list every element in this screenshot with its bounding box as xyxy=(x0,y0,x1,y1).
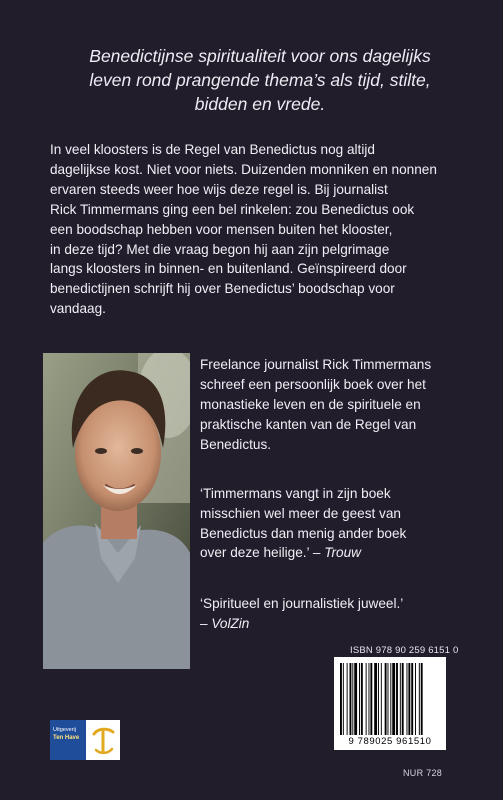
tagline xyxy=(60,44,460,116)
quote-text: over deze heilige.’ – xyxy=(200,545,325,561)
barcode-bar xyxy=(419,663,420,735)
author-bio-line: monastieke leven en de spirituele en xyxy=(200,397,421,412)
quote-line: ‘Timmermans vangt in zijn boek xyxy=(200,486,391,501)
quote-source: VolZin xyxy=(211,616,250,631)
description-paragraph xyxy=(50,140,470,319)
barcode-bar xyxy=(347,663,348,735)
author-bio-line: Benedictus. xyxy=(200,437,272,452)
publisher-name: Ten Have xyxy=(53,735,80,741)
description-line: langs kloosters in binnen- en buitenland. Geïnspireerd door xyxy=(50,261,407,277)
publisher-logo-mark xyxy=(86,720,120,760)
description-line: in deze tijd? Met die vraag begon hij aan zijn pelgrimage xyxy=(50,241,390,257)
barcode-bar xyxy=(388,663,389,735)
tagline-line: Benedictijnse spiritualiteit voor ons dagelijks xyxy=(89,46,431,66)
quote-line: Benedictus dan menig ander boek xyxy=(200,525,407,541)
publisher-logo-panel xyxy=(50,720,86,760)
barcode-bar xyxy=(421,663,423,735)
isbn-label: ISBN 978 90 259 6151 0 xyxy=(350,645,459,656)
quote-dash: – xyxy=(200,616,212,631)
description-line: In veel kloosters is de Regel van Benedictus nog altijd xyxy=(50,142,375,157)
quote-source: Trouw xyxy=(324,545,361,561)
barcode-bar xyxy=(392,663,395,735)
barcode-bar xyxy=(354,663,357,735)
barcode-bar xyxy=(407,663,408,735)
barcode xyxy=(334,657,446,750)
barcode-bar xyxy=(396,663,398,735)
barcode-bar xyxy=(385,663,387,735)
quote-attribution xyxy=(200,614,490,634)
barcode-bar xyxy=(374,663,377,735)
barcode-bar xyxy=(390,663,391,735)
barcode-bar xyxy=(340,663,342,735)
author-portrait-image xyxy=(43,353,190,669)
barcode-bar xyxy=(359,663,360,735)
barcode-bar xyxy=(366,663,367,735)
barcode-bar xyxy=(343,663,344,735)
barcode-bar xyxy=(381,663,382,735)
author-bio-line: schreef een persoonlijk boek over het xyxy=(200,377,426,392)
description-line: benedictijnen schrijft hij over Benedictus’ boodschap voor xyxy=(50,281,395,297)
barcode-bar xyxy=(370,663,372,735)
publisher-label: Uitgeverij xyxy=(53,727,76,733)
review-quote-trouw xyxy=(200,484,490,563)
description-line: vandaag. xyxy=(50,301,106,317)
description-line: een boodschap hebben voor mensen buiten het klooster, xyxy=(50,221,393,237)
barcode-bar xyxy=(411,663,413,735)
barcode-bar xyxy=(350,663,352,735)
tagline-line: bidden en vrede. xyxy=(194,94,326,114)
barcode-bar xyxy=(369,663,370,735)
publisher-logo-icon xyxy=(86,720,120,760)
publisher-logo xyxy=(50,720,120,760)
barcode-bar xyxy=(378,663,379,735)
description-line: ervaren steeds weer hoe wijs deze regel is. Bij journalist xyxy=(50,181,388,197)
barcode-bar xyxy=(402,663,404,735)
quote-line: misschien wel meer de geest van xyxy=(200,505,401,521)
barcode-bar xyxy=(415,663,416,735)
barcode-bar xyxy=(400,663,401,735)
barcode-bar xyxy=(408,663,410,735)
author-bio-line: praktische kanten van de Regel van xyxy=(200,417,417,432)
quote-line-last xyxy=(200,543,490,563)
barcode-bar xyxy=(361,663,363,735)
description-line: Rick Timmermans ging een bel rinkelen: zou Benedictus ook xyxy=(50,201,415,217)
barcode-digits: 9 789025 961510 xyxy=(348,736,432,747)
quote-line: ‘Spiritueel en journalistiek juweel.’ xyxy=(200,596,404,611)
barcode-bar xyxy=(352,663,353,735)
author-photo xyxy=(43,353,190,669)
review-quote-volzin xyxy=(200,594,490,634)
author-bio xyxy=(200,355,490,455)
tagline-line: leven rond prangende thema’s als tijd, stilte, xyxy=(89,70,431,90)
nur-code: NUR 728 xyxy=(403,768,443,778)
author-bio-line: Freelance journalist Rick Timmermans xyxy=(200,357,432,372)
description-line: dagelijkse kost. Niet voor niets. Duizenden monniken en nonnen xyxy=(50,161,437,177)
